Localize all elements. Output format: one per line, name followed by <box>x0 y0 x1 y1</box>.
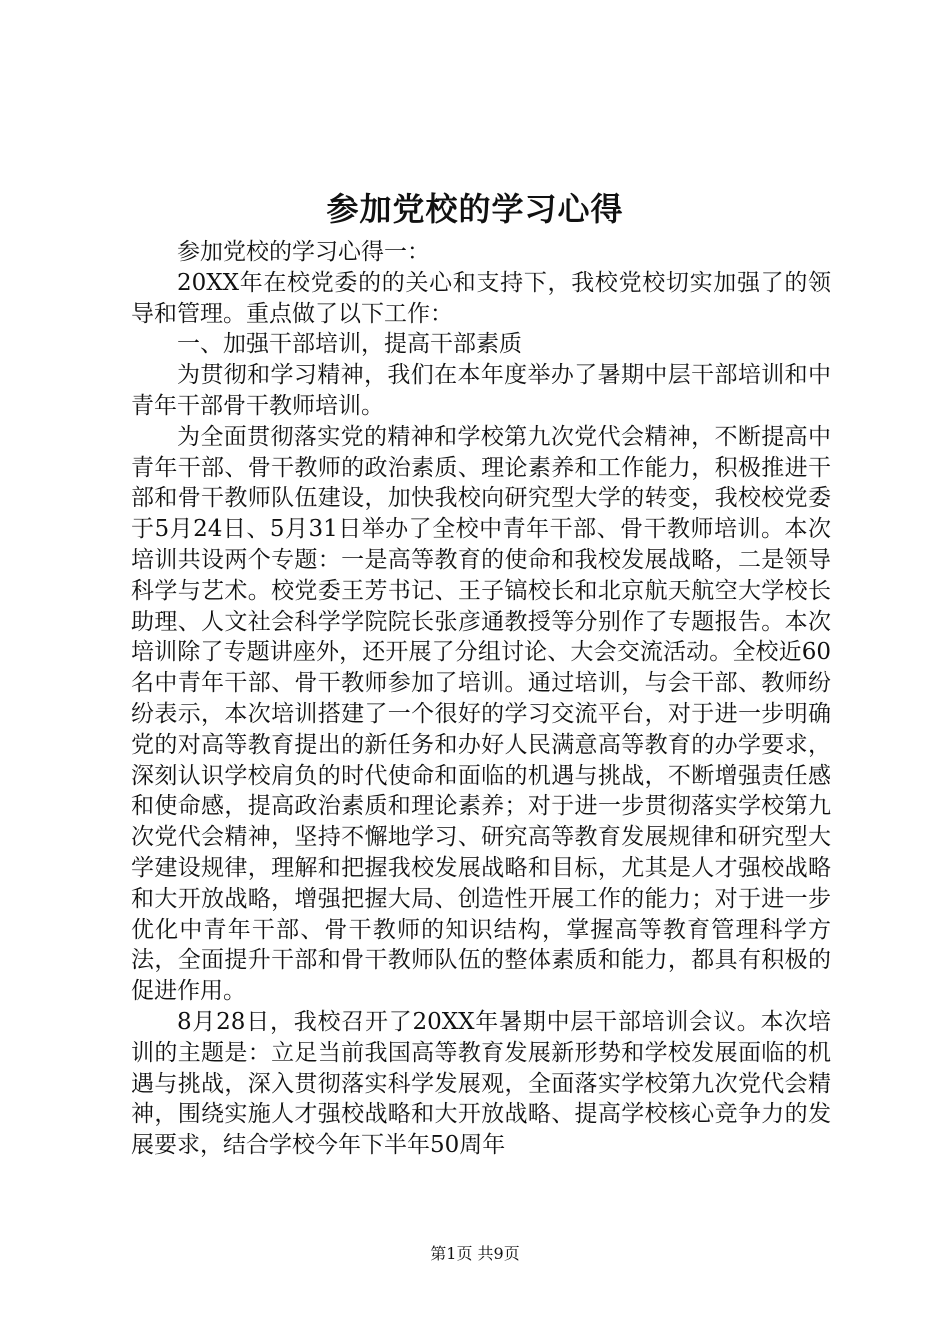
paragraph: 为贯彻和学习精神，我们在本年度举办了暑期中层干部培训和中青年干部骨干教师培训。 <box>131 362 831 419</box>
paragraph: 8月28日，我校召开了20XX年暑期中层干部培训会议。本次培训的主题是：立足当前我国高等教育发展新形势和学校发展面临的机遇与挑战，深入贯彻落实科学发展观，全面落实学校第九次党代会精神，围绕实施人才强校战略和大开放战略、提高学校核心竞争力的发展要求，结合学校今年下半年50周年 <box>131 1008 831 1159</box>
paragraph: 为全面贯彻落实党的精神和学校第九次党代会精神，不断提高中青年干部、骨干教师的政治素质、理论素养和工作能力，积极推进干部和骨干教师队伍建设，加快我校向研究型大学的转变，我校校党委于5月24日、5月31日举办了全校中青年干部、骨干教师培训。本次培训共设两个专题：一是高等教育的使命和我校发展战略，二是领导科学与艺术。校党委王芳书记、王子镐校长和北京航天航空大学校长助理、人文社会科学学院院长张彦通教授等分别作了专题报告。本次培训除了专题讲座外，还开展了分组讨论、大会交流活动。全校近60名中青年干部、骨干教师参加了培训。通过培训，与会干部、教师纷纷表示，本次培训搭建了一个很好的学习交流平台，对于进一步明确党的对高等教育提出的新任务和办好人民满意高等教育的办学要求，深刻认识学校肩负的时代使命和面临的机遇与挑战，不断增强责任感和使命感，提高政治素质和理论素养；对于进一步贯彻落实学校第九次党代会精神，坚持不懈地学习、研究高等教育发展规律和研究型大学建设规律，理解和把握我校发展战略和目标，尤其是人才强校战略和大开放战略，增强把握大局、创造性开展工作的能力；对于进一步优化中青年干部、骨干教师的知识结构，掌握高等教育管理科学方法，全面提升干部和骨干教师队伍的整体素质和能力，都具有积极的促进作用。 <box>131 423 831 1005</box>
document-title: 参加党校的学习心得 <box>326 190 624 228</box>
page-number-footer: 第1页 共9页 <box>430 1244 520 1263</box>
paragraph: 20XX年在校党委的的关心和支持下，我校党校切实加强了的领导和管理。重点做了以下工作： <box>131 269 831 327</box>
section-heading: 一、加强干部培训，提高干部素质 <box>177 331 522 358</box>
document-body <box>131 237 831 1161</box>
paragraph-subtitle: 参加党校的学习心得一： <box>177 239 430 265</box>
